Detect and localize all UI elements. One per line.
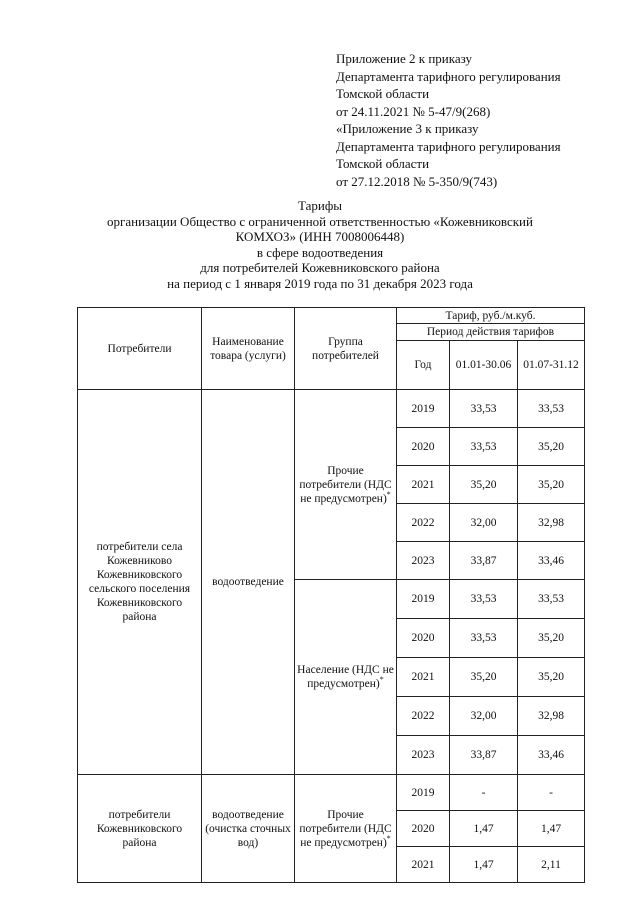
tariff-h1-cell: 32,00 xyxy=(450,504,518,542)
tariff-h2-cell: 33,53 xyxy=(518,580,585,619)
footnote-mark: * xyxy=(386,489,391,499)
header-tariff: Тариф, руб./м.куб. xyxy=(397,308,585,324)
appendix-line: «Приложение 3 к приказу xyxy=(336,121,479,136)
group-cell xyxy=(295,580,397,775)
appendix-line: от 24.11.2021 № 5-47/9(268) xyxy=(336,103,491,119)
year-cell: 2021 xyxy=(397,658,450,697)
header-period: Период действия тарифов xyxy=(397,324,585,341)
footnote-mark: * xyxy=(379,675,384,685)
header-half-1: 01.01-30.06 xyxy=(450,341,518,390)
tariff-h2-cell: 33,46 xyxy=(518,542,585,580)
title-line: Тарифы xyxy=(297,198,342,213)
group-cell xyxy=(295,775,397,883)
tariff-h1-cell: 33,53 xyxy=(450,390,518,428)
title-line: КОМХОЗ» (ИНН 7008006448) xyxy=(235,229,405,244)
tariff-h1-cell: 32,00 xyxy=(450,697,518,736)
group-name: Прочие потребители (НДС не предусмотрен) xyxy=(299,808,392,849)
title-line: для потребителей Кожевниковского района xyxy=(200,260,440,275)
year-cell: 2020 xyxy=(397,428,450,466)
product-cell: водоотведение (очистка сточных вод) xyxy=(202,775,295,883)
consumers-cell: потребители села Кожевниково Кожевниковского сельского поселения Кожевниковского района xyxy=(78,390,202,775)
tariff-h1-cell: 35,20 xyxy=(450,466,518,504)
table-row xyxy=(78,775,585,811)
tariff-h1-cell: 33,87 xyxy=(450,736,518,775)
appendix-line: Департамента тарифного регулирования xyxy=(336,138,561,154)
tariff-h2-cell: 1,47 xyxy=(518,811,585,847)
tariff-h1-cell: 33,87 xyxy=(450,542,518,580)
year-cell: 2021 xyxy=(397,466,450,504)
header-group: Группа потребителей xyxy=(295,308,397,390)
year-cell: 2019 xyxy=(397,775,450,811)
tariff-h2-cell: 35,20 xyxy=(518,619,585,658)
tariff-h2-cell: - xyxy=(518,775,585,811)
tariff-h2-cell: 33,53 xyxy=(518,390,585,428)
appendix-line: Приложение 2 к приказу xyxy=(336,51,473,66)
tariff-h2-cell: 35,20 xyxy=(518,658,585,697)
header-consumers: Потребители xyxy=(78,308,202,390)
header-half-2: 01.07-31.12 xyxy=(518,341,585,390)
tariff-h2-cell: 2,11 xyxy=(518,847,585,883)
appendix-line: Департамента тарифного регулирования xyxy=(336,68,561,84)
year-cell: 2021 xyxy=(397,847,450,883)
tariff-h1-cell: 33,53 xyxy=(450,580,518,619)
title-line: организации Общество с ограниченной ответственностью «Кожевниковский xyxy=(107,213,533,229)
tariff-h2-cell: 32,98 xyxy=(518,697,585,736)
header-product: Наименование товара (услуги) xyxy=(202,308,295,390)
year-cell: 2023 xyxy=(397,736,450,775)
document-title xyxy=(80,198,560,291)
tariff-h1-cell: 33,53 xyxy=(450,428,518,466)
consumers-cell: потребители Кожевниковского района xyxy=(78,775,202,883)
title-line: в сфере водоотведения xyxy=(256,244,384,260)
title-line: на период с 1 января 2019 года по 31 декабря 2023 года xyxy=(167,275,473,291)
year-cell: 2023 xyxy=(397,542,450,580)
tariff-h1-cell: 33,53 xyxy=(450,619,518,658)
tariff-h2-cell: 32,98 xyxy=(518,504,585,542)
tariff-table xyxy=(77,307,585,883)
year-cell: 2020 xyxy=(397,619,450,658)
group-cell xyxy=(295,390,397,580)
tariff-h2-cell: 35,20 xyxy=(518,428,585,466)
table-row xyxy=(78,390,585,428)
footnote-mark: * xyxy=(386,833,391,843)
appendix-header xyxy=(336,50,561,190)
header-year: Год xyxy=(397,341,450,390)
tariff-h1-cell: - xyxy=(450,775,518,811)
year-cell: 2020 xyxy=(397,811,450,847)
group-name: Прочие потребители (НДС не предусмотрен) xyxy=(299,464,392,505)
appendix-line: от 27.12.2018 № 5-350/9(743) xyxy=(336,173,498,189)
product-cell: водоотведение xyxy=(202,390,295,775)
tariff-h2-cell: 33,46 xyxy=(518,736,585,775)
tariff-h1-cell: 1,47 xyxy=(450,811,518,847)
appendix-line: Томской области xyxy=(336,86,430,101)
year-cell: 2022 xyxy=(397,697,450,736)
appendix-line: Томской области xyxy=(336,156,430,171)
tariff-h1-cell: 1,47 xyxy=(450,847,518,883)
group-name: Население (НДС не предусмотрен) xyxy=(297,664,394,690)
year-cell: 2019 xyxy=(397,390,450,428)
header-row xyxy=(78,308,585,324)
tariff-h2-cell: 35,20 xyxy=(518,466,585,504)
year-cell: 2022 xyxy=(397,504,450,542)
year-cell: 2019 xyxy=(397,580,450,619)
tariff-h1-cell: 35,20 xyxy=(450,658,518,697)
